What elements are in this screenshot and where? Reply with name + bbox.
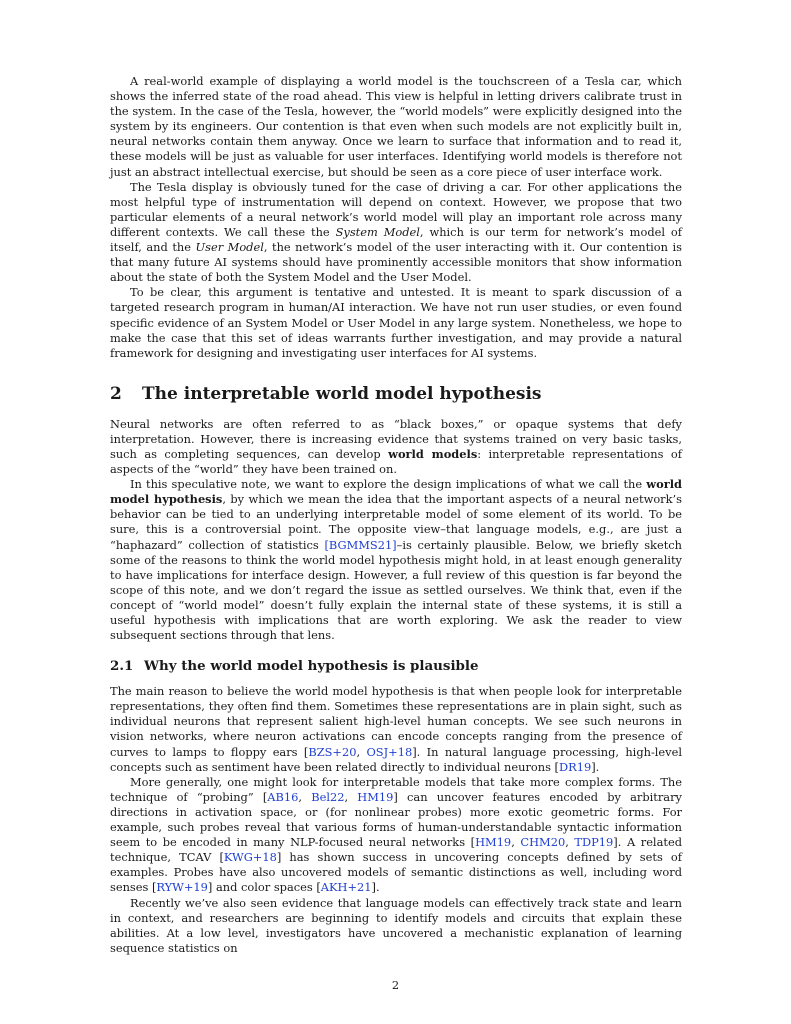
intro-p2-text-c: , the network’s model of the user interacting with it. Our contention is that many future AI systems should have prominently accessible monitors that show information about the state of both the System Model and the User Model.	[110, 240, 683, 285]
section-2-1-paragraph-1	[110, 684, 682, 775]
s21-p2-text-b: ] can uncover features encoded by arbitrary directions in activation space, or (for nonlinear probes) more exotic geometric forms. For example, such probes reveal that various forms of human-understandable syntactic information seem to be encoded in many NLP-focused neural networks [	[110, 789, 682, 850]
citation-link[interactable]: Bel22	[311, 789, 345, 804]
citation-link[interactable]: KWG+18	[223, 850, 277, 865]
citation-link[interactable]: AB16	[267, 789, 299, 804]
s2-p2-text-b: , by which we mean the idea that the important aspects of a neural network’s behavior can be tied to an underlying interpretable model of some element of its world. To be sure, this is a controversial point. The opposite view–that language models, e.g., are just a “haphazard” collection of statistics	[110, 492, 682, 552]
s21-p1-text-c: ].	[591, 759, 600, 774]
citation-link[interactable]: OSJ+18	[366, 744, 413, 759]
s21-p1-text-a: The main reason to believe the world model hypothesis is that when people look for interpretable representations, they often find them. Sometimes these representations are in plain sight, such as individual neurons that represent salient high-level human concepts. We see such neurons in vision networks, where neuron activations can encode concepts ranging from the presence of curves to lamps to floppy ears [	[110, 684, 682, 759]
s21-p2-text-c: ]. A related technique, TCAV [	[110, 835, 682, 865]
section-2-heading	[110, 383, 682, 405]
citation-separator: ,	[298, 789, 312, 804]
citation-link[interactable]: HM19	[357, 789, 394, 804]
citation-link[interactable]: [BGMMS21]	[324, 537, 397, 552]
citation-separator: ,	[565, 835, 575, 850]
s21-p1-text-b: ]. In natural language processing, high-level concepts such as sentiment have been related directly to individual neurons [	[110, 744, 682, 774]
text-column	[110, 74, 682, 956]
citation-link[interactable]: RYW+19	[156, 880, 208, 895]
intro-p2-text-b: , which is our term for network’s model of itself, and the	[110, 224, 682, 255]
s21-p2-text-d: ] has shown success in uncovering concepts defined by sets of examples. Probes have also uncovered models of semantic distinctions as well, including word senses [	[110, 850, 682, 895]
intro-paragraph-1: A real-world example of displaying a world model is the touchscreen of a Tesla car, which shows the inferred state of the road ahead. This view is helpful in letting drivers calibrate trust in the system. In the case of the Tesla, however, the “world models” were explicitly designed into the system by its engineers. Our contention is that even when such models are not explicitly built in, neural networks contain them anyway. Once we learn to surface that information and to read it, these models will be just as valuable for user interfaces. Identifying world models is therefore not just an abstract intellectual exercise, but should be seen as a core piece of user interface work.	[110, 74, 682, 179]
intro-paragraph-2	[110, 180, 682, 286]
citation-link[interactable]: CHM20	[520, 835, 566, 850]
s2-p1-text-b: : interpretable representations of aspects of the “world” they have been trained on.	[110, 446, 682, 477]
citation-separator: ,	[356, 744, 367, 759]
intro-paragraph-3: To be clear, this argument is tentative and untested. It is meant to spark discussion of a targeted research program in human/AI interaction. We have not run user studies, or even found specific evidence of an System Model or User Model in any large system. Nonetheless, we hope to make the case that this set of ideas warrants further investigation, and may provide a natural framework for designing and investigating user interfaces for AI systems.	[110, 285, 682, 360]
citation-separator: ,	[344, 789, 358, 804]
section-2-number: 2	[110, 383, 122, 404]
section-2-1-number: 2.1	[110, 658, 134, 675]
section-2-title: The interpretable world model hypothesis	[142, 383, 542, 404]
intro-p2-text-a: The Tesla display is obviously tuned for the case of driving a car. For other applications the most helpful type of instrumentation will depend on context. However, we propose that two particular elements of a neural network’s world model will play an important role across many different contexts. We call these the	[110, 179, 682, 239]
section-2-1-paragraph-2	[110, 775, 682, 896]
section-2-1-paragraph-3: Recently we’ve also seen evidence that language models can effectively track state and learn in context, and researchers are beginning to identify models and circuits that explain these abilities. At a low level, investigators have uncovered a mechanistic explanation of learning sequence statistics on	[110, 895, 682, 955]
section-2-1-title: Why the world model hypothesis is plausible	[144, 658, 479, 675]
s2-p2-text-c: –is certainly plausible. Below, we briefly sketch some of the reasons to think the world model hypothesis might hold, in at least enough generality to have implications for interface design. However, a full review of this question is far beyond the scope of this note, and we don’t regard the issue as settled ourselves. We think that, even if the concept of “world model” doesn’t fully explain the internal state of these systems, it is still a useful hypothesis with implications that are worth exploring. We ask the reader to view subsequent sections through that lens.	[110, 537, 682, 643]
s2-p2-text-a: In this speculative note, we want to explore the design implications of what we call the	[130, 477, 647, 492]
system-model-term: System Model	[335, 224, 420, 239]
s21-p2-text-f: ].	[371, 880, 380, 895]
citation-separator: ,	[511, 835, 521, 850]
section-2-1-heading	[110, 657, 682, 675]
page-number: 2	[391, 978, 400, 992]
citation-link[interactable]: BZS+20	[308, 744, 357, 759]
section-2-paragraph-1	[110, 417, 682, 477]
s21-p2-text-a: More generally, one might look for interpretable models that take more complex forms. The technique of “probing” [	[110, 774, 682, 804]
user-model-term: User Model	[195, 240, 264, 255]
citation-link[interactable]: AKH+21	[320, 880, 372, 895]
citation-link[interactable]: HM19	[475, 835, 512, 850]
section-2-paragraph-2	[110, 477, 682, 643]
world-model-hypothesis-term: world model hypothesis	[110, 477, 682, 507]
citation-link[interactable]: DR19	[559, 759, 592, 774]
s2-p1-text-a: Neural networks are often referred to as “black boxes,” or opaque systems that defy interpretation. However, there is increasing evidence that systems trained on very basic tasks, such as completing sequences, can develop	[110, 416, 682, 461]
citation-link[interactable]: TDP19	[574, 835, 614, 850]
world-models-term: world models	[388, 446, 478, 461]
s21-p2-text-e: ] and color spaces [	[207, 880, 321, 895]
